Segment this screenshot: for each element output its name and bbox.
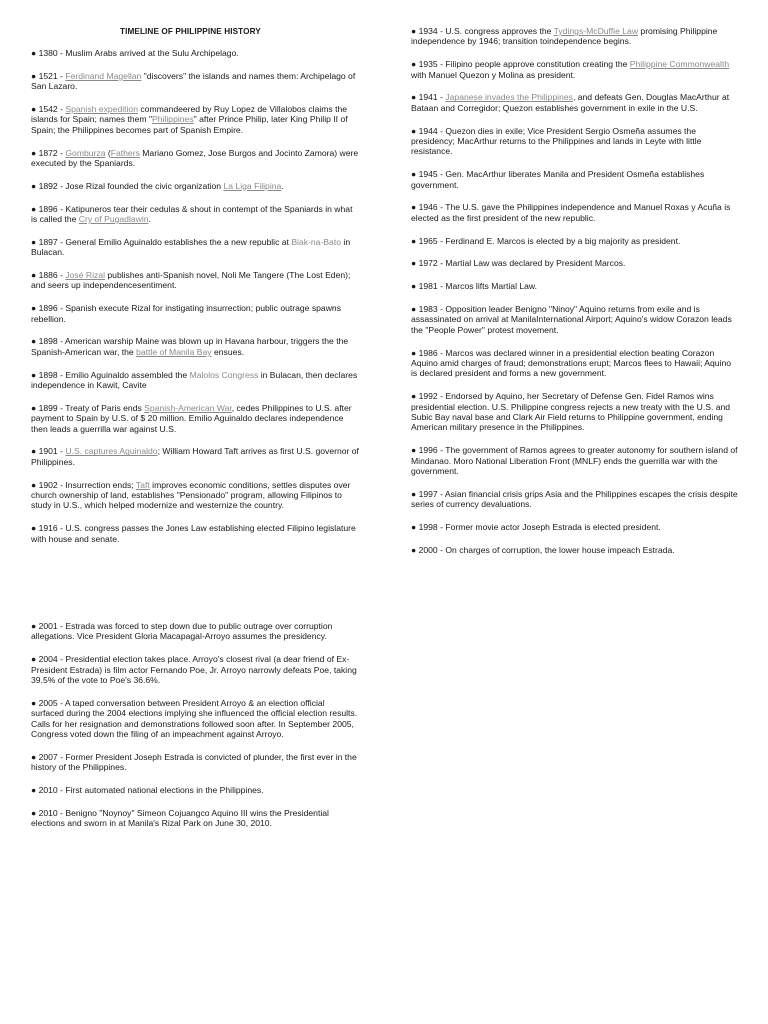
bullet-icon: ● bbox=[411, 281, 419, 292]
timeline-year: 1934 bbox=[418, 26, 438, 36]
timeline-text: ( bbox=[105, 147, 111, 158]
timeline-text: - Estrada was forced to step down due to public outrage over corruption allegations. Vice President Gloria Macapagal-Arroyo assumes the presidency. bbox=[31, 621, 333, 642]
timeline-link[interactable]: U.S. captures Aguinaldo bbox=[65, 446, 158, 457]
timeline-year: 1945 bbox=[418, 169, 438, 180]
timeline-year: 1902 bbox=[38, 479, 58, 490]
timeline-link[interactable]: Ferdinand Magellan bbox=[65, 70, 142, 81]
bullet-icon: ● bbox=[31, 621, 39, 631]
timeline-entry bbox=[31, 71, 359, 92]
timeline-link[interactable]: Philippines bbox=[152, 114, 194, 125]
timeline-year: 1998 bbox=[418, 522, 438, 533]
timeline-text: "discovers" the islands and names them: Archipelago of San Lazaro. bbox=[31, 70, 356, 92]
timeline-entry bbox=[411, 92, 738, 113]
timeline-text: - First automated national elections in the Philippines. bbox=[57, 785, 264, 796]
timeline-link[interactable]: Taft bbox=[135, 479, 150, 490]
timeline-text: - bbox=[57, 70, 66, 81]
timeline-text: - The government of Ramos agrees to greater autonomy for southern island of Mindanao. Moro National Liberation Front (MNLF) ends the guerrilla war with the government. bbox=[411, 445, 738, 477]
timeline-link[interactable]: Spanish expedition bbox=[65, 104, 138, 114]
timeline-entry bbox=[31, 523, 359, 544]
timeline-link[interactable]: La Liga Filipina bbox=[223, 180, 282, 191]
timeline-year: 1901 bbox=[38, 446, 58, 457]
timeline-text: - American warship Maine was blown up in Havana harbour, triggers the the Spanish-American war, the bbox=[31, 336, 349, 357]
timeline-text: - Muslim Arabs arrived at the Sulu Archipelago. bbox=[57, 48, 239, 58]
timeline-year: 1935 bbox=[418, 59, 438, 70]
timeline-year: 1898 bbox=[38, 336, 58, 347]
timeline-entry bbox=[411, 281, 738, 291]
timeline-entry bbox=[411, 26, 738, 47]
timeline-text: - U.S. congress passes the Jones Law establishing elected Filipino legislature with house and senate. bbox=[31, 523, 356, 544]
timeline-year: 1896 bbox=[38, 203, 58, 214]
timeline-year: 1916 bbox=[38, 523, 58, 534]
timeline-text: - bbox=[437, 92, 446, 103]
timeline-text: . bbox=[281, 180, 284, 191]
bullet-icon: ● bbox=[411, 202, 419, 213]
bullet-icon: ● bbox=[411, 544, 419, 555]
timeline-text: improves economic conditions, settles disputes over church ownership of land, establishes "Pensionado" program, allowing Filipinos to study in U.S., which helped modernize and westernize the country. bbox=[31, 479, 351, 511]
timeline-entry bbox=[411, 258, 738, 268]
timeline-year: 2007 bbox=[38, 751, 58, 762]
timeline-entry bbox=[31, 148, 359, 169]
timeline-entry bbox=[31, 480, 359, 511]
timeline-entry bbox=[411, 304, 738, 335]
timeline-year: 1941 bbox=[418, 92, 438, 103]
bullet-icon: ● bbox=[31, 236, 39, 247]
timeline-link[interactable]: Spanish-American War bbox=[144, 402, 232, 413]
timeline-entry bbox=[31, 446, 359, 467]
timeline-text: ensues. bbox=[211, 346, 245, 357]
timeline-text: - Former President Joseph Estrada is convicted of plunder, the first ever in the history of the Philippines. bbox=[31, 751, 357, 773]
bullet-icon: ● bbox=[31, 203, 39, 214]
timeline-entry bbox=[411, 545, 738, 555]
bullet-icon: ● bbox=[31, 147, 39, 158]
timeline-link[interactable]: Biak-na-Bato bbox=[291, 236, 342, 247]
bullet-icon: ● bbox=[31, 48, 39, 58]
bullet-icon: ● bbox=[411, 445, 419, 456]
timeline-text: - On charges of corruption, the lower house impeach Estrada. bbox=[437, 544, 675, 555]
timeline-link[interactable]: Fathers bbox=[110, 147, 140, 158]
timeline-text: - Insurrection ends; bbox=[57, 479, 136, 490]
timeline-year: 1886 bbox=[38, 270, 58, 281]
timeline-text: in Bulacan. bbox=[31, 236, 351, 258]
timeline-year: 2000 bbox=[418, 544, 438, 555]
bullet-icon: ● bbox=[31, 180, 39, 191]
timeline-entry bbox=[411, 202, 738, 223]
timeline-year: 1946 bbox=[418, 202, 438, 213]
timeline-entry bbox=[31, 808, 359, 829]
bullet-icon: ● bbox=[31, 523, 39, 534]
timeline-text: - Marcos lifts Martial Law. bbox=[437, 281, 538, 292]
timeline-entry bbox=[31, 204, 359, 225]
timeline-text: - A taped conversation between President Arroyo & an election official surfaced during the 2004 elections implying she influenced the official election results. Calls for her resignation and demonstrations followed soon after. In September 2005, Congress voted down the filing of an impeachment against Arroyo. bbox=[31, 697, 358, 740]
timeline-text: in Bulacan, then declares independence in Kawit, Cavite bbox=[31, 369, 358, 391]
timeline-year: 1521 bbox=[38, 70, 58, 81]
timeline-entry bbox=[31, 237, 359, 258]
bullet-icon: ● bbox=[31, 369, 39, 380]
bullet-icon: ● bbox=[31, 70, 39, 81]
timeline-entry bbox=[411, 126, 738, 157]
timeline-text: - Emilio Aguinaldo assembled the bbox=[57, 369, 190, 380]
timeline-year: 2010 bbox=[38, 807, 58, 818]
bullet-icon: ● bbox=[31, 751, 39, 762]
timeline-entry bbox=[31, 336, 359, 357]
timeline-entry bbox=[31, 48, 359, 58]
timeline-year: 1897 bbox=[38, 236, 58, 247]
timeline-year: 1542 bbox=[38, 104, 58, 114]
timeline-entry bbox=[411, 348, 738, 379]
timeline-year: 1380 bbox=[38, 48, 58, 58]
timeline-text: with Manuel Quezon y Molina as president. bbox=[411, 69, 576, 80]
timeline-year: 1898 bbox=[38, 369, 58, 380]
timeline-entry bbox=[31, 104, 359, 135]
bullet-icon: ● bbox=[411, 258, 419, 269]
timeline-entry bbox=[31, 270, 359, 291]
bullet-icon: ● bbox=[31, 303, 39, 314]
timeline-entry bbox=[31, 752, 359, 773]
bullet-icon: ● bbox=[411, 347, 419, 358]
timeline-column-left bbox=[31, 48, 359, 556]
timeline-year: 1872 bbox=[38, 147, 58, 158]
timeline-text: - Marcos was declared winner in a presidential election beating Corazon Aquino amid charges of fraud; demonstrations erupt; Marcos flees to Hawaii; Aquino is declared president and forms a new government. bbox=[411, 347, 732, 379]
timeline-text: - Ferdinand E. Marcos is elected by a big majority as president. bbox=[437, 235, 681, 246]
timeline-link[interactable]: Philippine Commonwealth bbox=[629, 59, 730, 70]
timeline-text: - Spanish execute Rizal for instigating insurrection; public outrage spawns rebellion. bbox=[31, 303, 341, 324]
timeline-link[interactable]: Malolos Congress bbox=[189, 369, 259, 380]
timeline-text: - General Emilio Aguinaldo establishes the a new republic at bbox=[57, 236, 292, 247]
timeline-link[interactable]: Cry of Pugadlawin bbox=[78, 214, 149, 225]
timeline-link[interactable]: battle of Manila Bay bbox=[136, 346, 212, 357]
timeline-year: 1896 bbox=[38, 303, 58, 314]
timeline-year: 1981 bbox=[418, 281, 438, 292]
timeline-entry bbox=[31, 654, 359, 685]
timeline-entry bbox=[31, 303, 359, 324]
bullet-icon: ● bbox=[411, 488, 419, 499]
timeline-entry bbox=[31, 181, 359, 191]
timeline-year: 1899 bbox=[38, 402, 58, 413]
timeline-column-bottom bbox=[31, 621, 359, 841]
timeline-text: - Gen. MacArthur liberates Manila and President Osmeña establishes government. bbox=[411, 169, 705, 190]
timeline-text: - Quezon dies in exile; Vice President Sergio Osmeña assumes the presidency; MacArthur returns to the Philippines and lands in Leyte with little resistance. bbox=[411, 125, 702, 157]
timeline-text: - The U.S. gave the Philippines independence and Manuel Roxas y Acuña is elected as the first president of the new republic. bbox=[411, 202, 731, 223]
timeline-text: ; William Howard Taft arrives as first U.S. governor of Philippines. bbox=[31, 446, 359, 467]
timeline-text: - Filipino people approve constitution creating the bbox=[437, 59, 630, 70]
timeline-year: 1992 bbox=[418, 391, 438, 402]
timeline-year: 2004 bbox=[38, 654, 58, 665]
timeline-text: promising Philippine independence by 1946; transition toindependence begins. bbox=[411, 26, 718, 47]
timeline-text: - Jose Rizal founded the civic organization bbox=[57, 180, 224, 191]
timeline-link[interactable]: Tydings-McDuffie Law bbox=[553, 26, 639, 36]
bullet-icon: ● bbox=[411, 391, 419, 402]
bullet-icon: ● bbox=[411, 26, 419, 36]
timeline-text: , cedes Philippines to U.S. after payment to Spain by U.S. of $ 20 million. Emilio Aguinaldo declares independence then leads a guerrilla war against U.S. bbox=[31, 402, 352, 434]
timeline-text: - bbox=[57, 270, 66, 281]
timeline-text: Mariano Gomez, Jose Burgos and Jocinto Zamora) were executed by the Spaniards. bbox=[31, 147, 359, 169]
timeline-text: publishes anti-Spanish novel, Noli Me Tangere (The Lost Eden); and seers up independencesentiment. bbox=[31, 270, 351, 291]
timeline-text: - Asian financial crisis grips Asia and the Philippines escapes the crisis despite series of currency devaluations. bbox=[411, 488, 738, 510]
page-title: TIMELINE OF PHILIPPINE HISTORY bbox=[120, 27, 261, 36]
bullet-icon: ● bbox=[31, 697, 39, 708]
timeline-entry bbox=[411, 522, 738, 532]
bullet-icon: ● bbox=[31, 104, 39, 114]
timeline-link[interactable]: Japanese invades the Philippines bbox=[445, 92, 573, 103]
timeline-year: 1986 bbox=[418, 347, 438, 358]
timeline-text: . bbox=[148, 214, 151, 225]
bullet-icon: ● bbox=[31, 807, 39, 818]
timeline-column-right bbox=[411, 26, 738, 568]
timeline-year: 1983 bbox=[418, 304, 438, 315]
timeline-entry bbox=[411, 169, 738, 190]
timeline-year: 1972 bbox=[418, 258, 438, 269]
timeline-text: commandeered by Ruy Lopez de Villalobos claims the islands for Spain; names them " bbox=[31, 104, 348, 125]
timeline-text: - Opposition leader Benigno "Ninoy" Aquino returns from exile and is assassinated on arrival at ManilaInternational Airport; Aquino's widow Corazon leads the "People Power" protest movement. bbox=[411, 304, 732, 335]
bullet-icon: ● bbox=[31, 336, 39, 347]
timeline-text: - Treaty of Paris ends bbox=[57, 402, 145, 413]
timeline-entry bbox=[411, 489, 738, 510]
timeline-year: 1892 bbox=[38, 180, 58, 191]
timeline-text: " after Prince Philip, later King Philip II of Spain; the Philippines becomes part of Spanish Empire. bbox=[31, 114, 348, 135]
timeline-entry bbox=[411, 236, 738, 246]
timeline-entry bbox=[411, 445, 738, 476]
timeline-year: 2001 bbox=[38, 621, 58, 631]
timeline-text: , and defeats Gen. Douglas MacArthur at Bataan and Corregidor; Quezon establishes government in exile in the U.S. bbox=[411, 92, 730, 113]
bullet-icon: ● bbox=[411, 59, 419, 70]
bullet-icon: ● bbox=[411, 304, 419, 315]
timeline-text: - Martial Law was declared by President Marcos. bbox=[437, 258, 626, 269]
bullet-icon: ● bbox=[411, 169, 419, 180]
timeline-entry bbox=[411, 59, 738, 80]
timeline-text: - bbox=[57, 446, 66, 457]
bullet-icon: ● bbox=[411, 92, 419, 103]
timeline-entry bbox=[31, 370, 359, 391]
bullet-icon: ● bbox=[31, 402, 39, 413]
timeline-text: - bbox=[57, 104, 66, 114]
timeline-entry bbox=[411, 391, 738, 433]
timeline-year: 1997 bbox=[418, 488, 438, 499]
timeline-year: 1996 bbox=[418, 445, 438, 456]
bullet-icon: ● bbox=[411, 125, 419, 136]
timeline-entry bbox=[31, 621, 359, 642]
timeline-text: - Benigno "Noynoy" Simeon Cojuangco Aquino III wins the Presidential elections and sworn in at Manila's Rizal Park on June 30, 2010. bbox=[31, 807, 329, 829]
timeline-text: - U.S. congress approves the bbox=[437, 26, 554, 36]
timeline-text: - bbox=[57, 147, 66, 158]
bullet-icon: ● bbox=[31, 785, 39, 796]
timeline-year: 1944 bbox=[418, 125, 438, 136]
bullet-icon: ● bbox=[31, 270, 39, 281]
timeline-text: - Presidential election takes place. Arroyo's closest rival (a dear friend of Ex-President Estrada) is film actor Fernando Poe, Jr. Arroyo narrowly defeats Poe, taking 39.5% of the vote to Poe's 36.6%. bbox=[31, 654, 357, 686]
timeline-entry bbox=[31, 403, 359, 434]
timeline-year: 1965 bbox=[418, 235, 438, 246]
timeline-entry bbox=[31, 698, 359, 740]
timeline-text: - Endorsed by Aquino, her Secretary of Defense Gen. Fidel Ramos wins presidential election. U.S. Philippine congress rejects a new treaty with the U.S. and Subic Bay naval base and Clark Air Field returns to Philippine government, ending American military presence in the Philippines. bbox=[411, 391, 731, 433]
timeline-year: 2005 bbox=[38, 697, 58, 708]
bullet-icon: ● bbox=[411, 235, 419, 246]
timeline-year: 2010 bbox=[38, 785, 58, 796]
bullet-icon: ● bbox=[31, 479, 39, 490]
timeline-entry bbox=[31, 785, 359, 795]
bullet-icon: ● bbox=[31, 446, 39, 457]
timeline-link[interactable]: José Rizal bbox=[65, 270, 106, 281]
timeline-text: - Katipuneros tear their cedulas & shout in contempt of the Spaniards in what is called the bbox=[31, 203, 353, 225]
bullet-icon: ● bbox=[31, 654, 39, 665]
timeline-link[interactable]: Gomburza bbox=[65, 147, 106, 158]
bullet-icon: ● bbox=[411, 522, 419, 533]
timeline-text: - Former movie actor Joseph Estrada is elected president. bbox=[437, 522, 661, 533]
